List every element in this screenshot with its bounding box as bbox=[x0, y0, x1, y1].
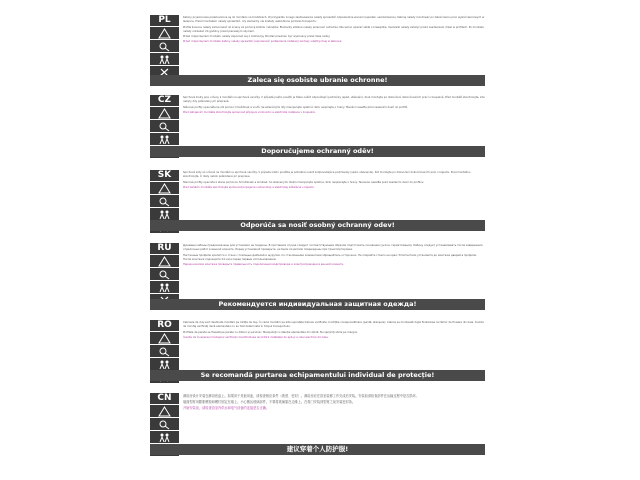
safety-banner: Doporučujeme ochranný oděv! bbox=[150, 146, 485, 157]
safety-banner: Odporúča sa nosiť osobný ochranný odev! bbox=[150, 220, 485, 231]
magnifier-icon bbox=[150, 39, 179, 52]
two-persons-icon bbox=[150, 430, 179, 443]
magnifier-icon bbox=[150, 194, 179, 207]
language-code: CZ bbox=[150, 95, 179, 106]
safety-banner: Рекомендуется индивидуальная защитная одежда! bbox=[150, 299, 485, 310]
section-pl: PL Kabiny prysznicowe przeznaczone są do montażu na brodzikach. W przypadku innego zastosowania należy sprawdzić odpowiednie warunki (spadek, uszczelnienie). Kabinę należy montować po zakończeniu prac wykończeniowych w łazience. Przed montażem należy sprawdzić, czy elementy nie zostały uszkodzone podczas transportu. Profile ścienne należy zamocować do ściany za pomocą kołków i wkrętów. Elementy szklane należy przenosić ostrożnie. Nie wolno opierać szkła o krawędzie. Uszczelki należy założyć przed osadzeniem drzwi w profilach. Po montażu należy odczekać 24 godziny przed pierwszym użyciem. Przed rozpoczęciem montażu należy zapoznać się z instrukcją. Montaż powinien być wykonany przez dwie osoby. Przed rozpoczęciem montażu kabiny należy sprawdzić poprawność podłączenia instalacji wodnej i elektrycznej w łazience. Zaleca się osobiste ubranie ochronne! bbox=[150, 15, 485, 90]
magnifier-icon bbox=[150, 119, 179, 132]
warning-triangle-icon bbox=[150, 26, 179, 39]
magnifier-icon bbox=[150, 417, 179, 430]
two-persons-icon bbox=[150, 207, 179, 220]
language-code: PL bbox=[150, 15, 179, 26]
two-persons-icon bbox=[150, 132, 179, 145]
section-cn: CN 淋浴房设计安装在淋浴底盘上。如果用于其他用途，请检查相应条件（坡度、密封）。淋浴房应在浴室装修工作完成后安装。安装前请检查部件在运输过程中是否损坏。 墙面型材用膨胀螺栓和螺钉固定在墙上。小心搬运玻璃部件。不要将玻璃靠在边缘上。在将门安装到型材之前安装密封条。 开始安装前，请检查浴室内供水和电气设备的连接是否正确。 建议穿着个人防护服! bbox=[150, 393, 485, 468]
two-persons-icon bbox=[150, 52, 179, 65]
two-persons-icon bbox=[150, 280, 179, 293]
language-code: CN bbox=[150, 393, 179, 404]
safety-banner: Zaleca się osobiste ubranie ochronne! bbox=[150, 75, 485, 86]
magnifier-icon bbox=[150, 267, 179, 280]
safety-banner: 建议穿着个人防护服! bbox=[150, 444, 485, 455]
warning-triangle-icon bbox=[150, 404, 179, 417]
language-code: RU bbox=[150, 243, 179, 254]
two-persons-icon bbox=[150, 357, 179, 370]
section-ru: RU Душевые кабины предназначены для установки на поддоны. В противном случае следует соответствующим образом подготовить основание (уклон, герметизация). Кабину следует устанавливать после завершения отделочных работ в ванной комнате. Перед установкой проверьте, не были ли детали повреждены при транспортировке. Настенные профили крепятся к стене с помощью дюбелей и шурупов. Со стеклянными элементами обращайтесь осторожно. Не опирайте стекло на края. Уплотнители установите до монтажа дверей в профили. После монтажа подождите 24 часа перед первым использованием. Перед началом монтажа проверьте правильность подключения водопровода и электропроводки в ванной комнате. Рекомендуется индивидуальная защитная одежда! bbox=[150, 243, 485, 318]
warning-triangle-icon bbox=[150, 181, 179, 194]
safety-banner: Se recomandă purtarea echipamentului individual de protecție! bbox=[150, 370, 485, 381]
language-code: SK bbox=[150, 170, 179, 181]
warning-triangle-icon bbox=[150, 254, 179, 267]
language-code: RO bbox=[150, 320, 179, 331]
section-ro: RO Cabinele de duș sunt destinate montării pe cădițe de duș. În cazul montării pe alte suprafețe trebuie verificate condițiile corespunzătoare (pantă, etanșare). Cabina se montează după finalizarea lucrărilor de finisare din baie. Înainte de montaj verificați dacă elementele nu au fost deteriorate în timpul transportului. Profilele de perete se fixează pe perete cu dibluri și șuruburi. Manipulați cu atenție elementele din sticlă. Nu sprijiniți sticla pe margini. Înainte de începerea montajului verificați corectitudinea racordării instalației de apă și a celei electrice din baie. Se recomandă purtarea echipamentului individual de protecție! bbox=[150, 320, 485, 395]
warning-triangle-icon bbox=[150, 106, 179, 119]
magnifier-icon bbox=[150, 344, 179, 357]
section-sk: SK Sprchové kúty sú určené na montáž na sprchové vaničky. V prípade iného použitia je potrebné overiť zodpovedajúce podmienky (spád, utesnenie). Kút montujte po dokončení dokončovacích prác v kúpeľni. Pred montážou skontrolujte, či diely neboli poškodené pri preprave. Stenové profily upevnite k stene pomocou hmoždiniek a skrutiek. So sklenenými dielmi manipulujte opatrne. Sklo neopierajte o hrany. Tesnenie nasaďte pred osadením dverí do profilov. Pred začatím montáže skontrolujte správnosť pripojenia vodovodnej a elektrickej inštalácie v kúpeľni. Odporúča sa nosiť osobný ochranný odev! bbox=[150, 170, 485, 245]
warning-triangle-icon bbox=[150, 331, 179, 344]
section-cz: CZ Sprchové kouty jsou určeny k montáži na sprchové vaničky. V případě jiného použití je třeba ověřit odpovídající podmínky (spád, utěsnění). Kout montujte po dokončení dokončovacích prací v koupelně. Před montáží zkontrolujte, zda nebyly díly poškozeny při přepravě. Stěnové profily upevněte ke zdi pomocí hmoždinek a vrutů. Se skleněnými díly manipulujte opatrně. Sklo neopírejte o hrany. Těsnění nasaďte před osazením dveří do profilů. Před zahájením montáže zkontrolujte správnost připojení vodovodní a elektrické instalace v koupelně. Doporučujeme ochranný oděv! bbox=[150, 95, 485, 170]
